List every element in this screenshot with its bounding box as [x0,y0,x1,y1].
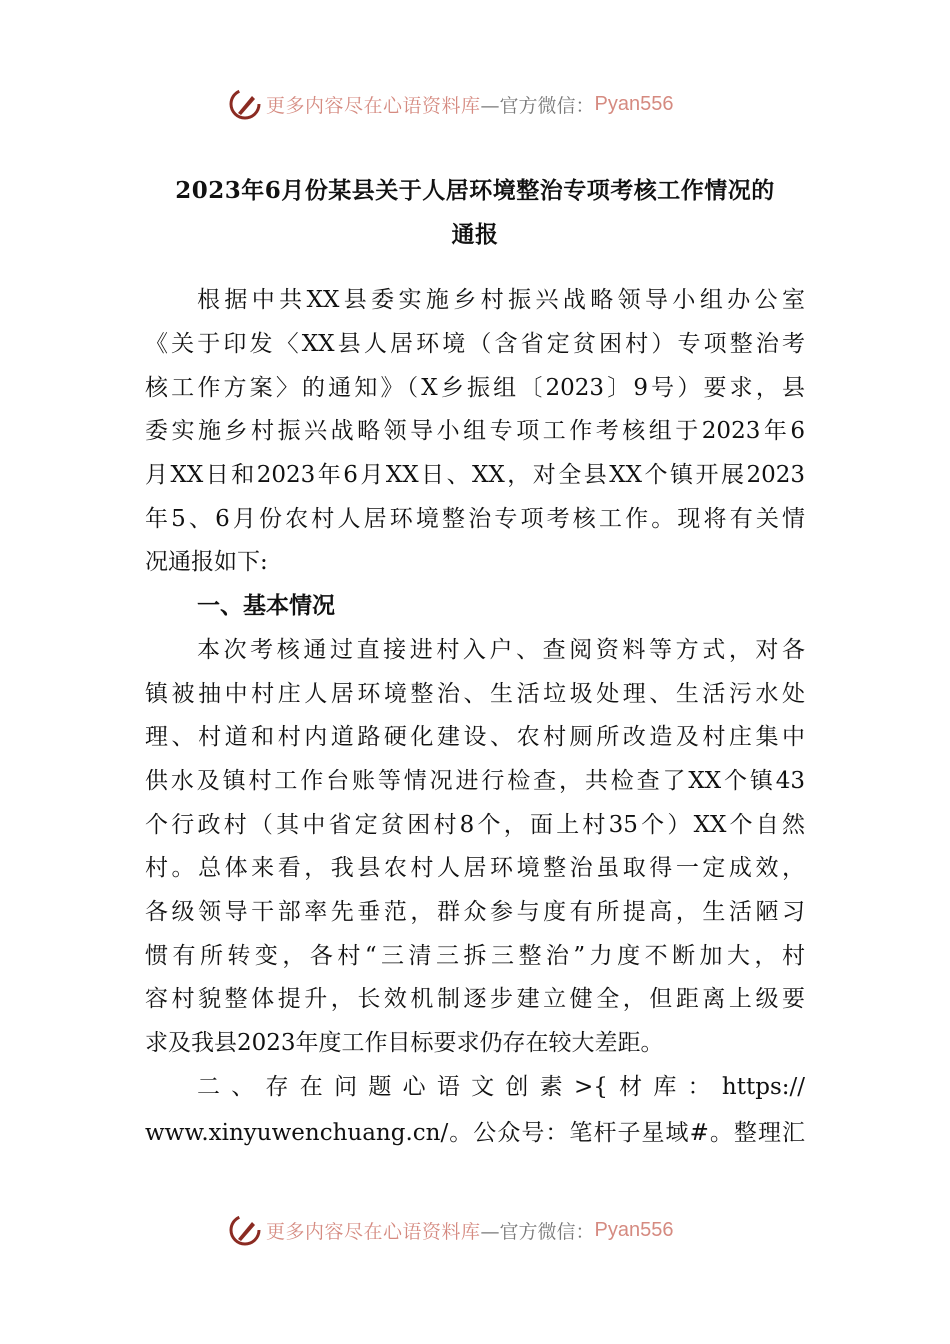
section-heading-2: 二、存在问题心语文创素>{材库：https:// [197,1074,805,1100]
watermark-text: 更多内容尽在心语资料库 [266,94,481,117]
body-line: 求及我县2023年度工作目标要求仍存在较大差距。 [145,1030,664,1056]
body-line: 镇被抽中村庄人居环境整治、生活垃圾处理、生活污水处 [145,681,805,707]
body-line: 容村貌整体提升，长效机制逐步建立健全，但距离上级要 [145,986,805,1012]
body-line: 供水及镇村工作台账等情况进行检查，共检查了XX个镇43 [145,768,805,794]
body-line: 惯有所转变，各村“三清三拆三整治”力度不断加大，村 [145,943,805,969]
watermark-text: 更多内容尽在心语资料库 [266,1220,481,1243]
watermark-dash: —官方微信： [480,94,595,117]
pen-logo-icon [228,1213,262,1247]
body-line: 委实施乡村振兴战略领导小组专项工作考核组于2023年6 [145,418,805,444]
watermark-id: Pyan556 [594,92,674,115]
watermark-id: Pyan556 [594,1218,674,1241]
doc-title-line1: 2023年6月份某县关于人居环境整治专项考核工作情况的 [175,177,775,204]
body-line: 核工作方案〉的通知》（X乡振组〔2023〕9号）要求，县 [145,375,805,401]
body-line: 各级领导干部率先垂范，群众参与度有所提高，生活陋习 [145,899,805,925]
footer-watermark [228,1210,718,1250]
body-line: 本次考核通过直接进村入户、查阅资料等方式，对各 [197,637,805,663]
body-line: www.xinyuwenchuang.cn/。公众号：笔杆子星域#。整理汇 [145,1120,805,1146]
body-line: 村。总体来看，我县农村人居环境整治虽取得一定成效， [145,855,805,881]
body-line: 年5、6月份农村人居环境整治专项考核工作。现将有关情 [145,506,805,532]
pen-logo-icon [228,87,262,121]
body-line: 况通报如下: [145,549,268,575]
body-line: 月XX日和2023年6月XX日、XX，对全县XX个镇开展2023 [145,462,805,488]
watermark-dash: —官方微信： [480,1220,595,1243]
body-line: 《关于印发〈XX县人居环境（含省定贫困村）专项整治考 [145,331,805,357]
doc-title-line2: 通报 [451,221,499,248]
section-heading: 一、基本情况 [197,592,335,619]
body-line: 理、村道和村内道路硬化建设、农村厕所改造及村庄集中 [145,724,805,750]
body-line: 根据中共XX县委实施乡村振兴战略领导小组办公室 [197,287,805,313]
body-line: 个行政村（其中省定贫困村8个，面上村35个）XX个自然 [145,812,805,838]
header-watermark [228,84,718,124]
